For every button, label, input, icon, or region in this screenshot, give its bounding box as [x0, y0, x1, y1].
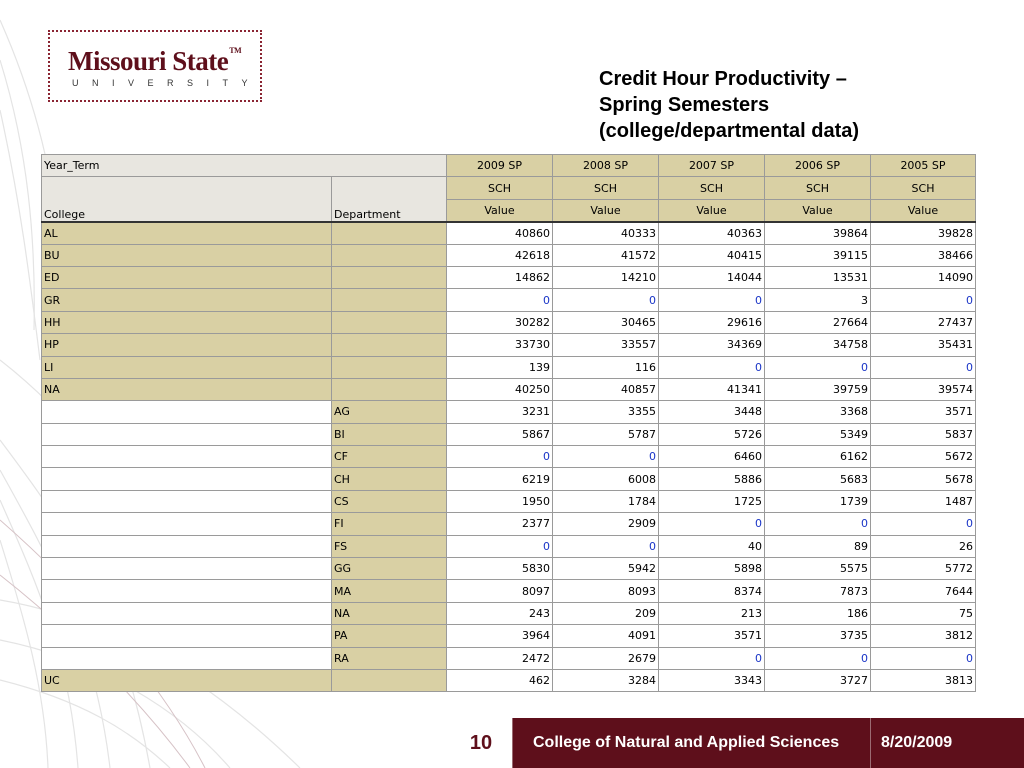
college-cell	[42, 558, 332, 580]
value-cell: 42618	[447, 244, 553, 266]
department-cell: FS	[332, 535, 447, 557]
value-cell: 39759	[765, 378, 871, 400]
table-row	[42, 490, 976, 512]
value-cell: 3571	[659, 625, 765, 647]
title-line-1: Credit Hour Productivity –	[599, 68, 847, 90]
value-cell: 6219	[447, 468, 553, 490]
value-cell: 40333	[553, 222, 659, 244]
value-cell: 3355	[553, 401, 659, 423]
department-cell: GG	[332, 558, 447, 580]
table-row	[42, 647, 976, 669]
value-cell: 27664	[765, 311, 871, 333]
value-cell: 243	[447, 602, 553, 624]
logo-trademark: TM	[229, 46, 242, 55]
value-cell: 0	[659, 647, 765, 669]
value-cell: 40	[659, 535, 765, 557]
value-cell: 0	[871, 647, 976, 669]
value-cell: 5867	[447, 423, 553, 445]
value-cell: 40857	[553, 378, 659, 400]
department-cell	[332, 669, 447, 691]
college-cell	[42, 401, 332, 423]
value-cell: 8093	[553, 580, 659, 602]
metric-header: SCH	[871, 177, 976, 199]
value-cell: 26	[871, 535, 976, 557]
value-cell: 5678	[871, 468, 976, 490]
value-cell: 0	[871, 289, 976, 311]
department-cell: PA	[332, 625, 447, 647]
college-cell	[42, 602, 332, 624]
value-cell: 5886	[659, 468, 765, 490]
year-term-header: Year_Term	[42, 155, 447, 177]
value-cell: 75	[871, 602, 976, 624]
value-cell: 3813	[871, 669, 976, 691]
value-cell: 35431	[871, 334, 976, 356]
value-cell: 40250	[447, 378, 553, 400]
logo-wordmark: Missouri State	[68, 46, 229, 76]
value-cell: 2377	[447, 513, 553, 535]
value-cell: 6460	[659, 446, 765, 468]
college-cell	[42, 490, 332, 512]
department-cell	[332, 356, 447, 378]
table-row	[42, 401, 976, 423]
value-cell: 0	[447, 535, 553, 557]
value-cell: 7873	[765, 580, 871, 602]
value-cell: 5672	[871, 446, 976, 468]
metric-header: SCH	[659, 177, 765, 199]
value-cell: 5683	[765, 468, 871, 490]
table-row	[42, 289, 976, 311]
college-cell: HP	[42, 334, 332, 356]
value-cell: 5575	[765, 558, 871, 580]
value-cell: 3368	[765, 401, 871, 423]
department-cell: AG	[332, 401, 447, 423]
value-cell: 3	[765, 289, 871, 311]
value-cell: 3231	[447, 401, 553, 423]
value-cell: 5942	[553, 558, 659, 580]
value-cell: 33730	[447, 334, 553, 356]
department-cell: CF	[332, 446, 447, 468]
value-cell: 3964	[447, 625, 553, 647]
value-cell: 2679	[553, 647, 659, 669]
department-cell: MA	[332, 580, 447, 602]
table-row	[42, 625, 976, 647]
value-cell: 0	[659, 513, 765, 535]
university-logo	[48, 30, 262, 102]
college-cell: NA	[42, 378, 332, 400]
term-header: 2007 SP	[659, 155, 765, 177]
value-cell: 89	[765, 535, 871, 557]
table-row	[42, 423, 976, 445]
value-cell: 5772	[871, 558, 976, 580]
value-header: Value	[871, 199, 976, 221]
department-cell: NA	[332, 602, 447, 624]
value-cell: 30282	[447, 311, 553, 333]
college-cell	[42, 468, 332, 490]
table-row	[42, 468, 976, 490]
table-body	[42, 222, 976, 692]
footer-bar	[512, 718, 1024, 768]
value-header: Value	[659, 199, 765, 221]
value-cell: 3343	[659, 669, 765, 691]
value-cell: 116	[553, 356, 659, 378]
value-cell: 30465	[553, 311, 659, 333]
college-cell: HH	[42, 311, 332, 333]
value-cell: 0	[553, 535, 659, 557]
metric-header: SCH	[765, 177, 871, 199]
value-cell: 3571	[871, 401, 976, 423]
college-cell: AL	[42, 222, 332, 244]
value-cell: 139	[447, 356, 553, 378]
value-cell: 0	[447, 289, 553, 311]
slide-title	[599, 66, 999, 144]
value-cell: 29616	[659, 311, 765, 333]
value-cell: 3448	[659, 401, 765, 423]
value-cell: 34369	[659, 334, 765, 356]
table-row	[42, 558, 976, 580]
department-cell: CS	[332, 490, 447, 512]
value-cell: 13531	[765, 266, 871, 288]
table-row	[42, 222, 976, 244]
value-cell: 14090	[871, 266, 976, 288]
value-cell: 186	[765, 602, 871, 624]
value-cell: 1725	[659, 490, 765, 512]
table-row	[42, 602, 976, 624]
table-row	[42, 580, 976, 602]
table-row	[42, 378, 976, 400]
value-cell: 5726	[659, 423, 765, 445]
department-cell	[332, 289, 447, 311]
department-cell	[332, 222, 447, 244]
value-cell: 14210	[553, 266, 659, 288]
department-cell: FI	[332, 513, 447, 535]
table-row	[42, 513, 976, 535]
college-cell: GR	[42, 289, 332, 311]
table-row	[42, 244, 976, 266]
value-cell: 5349	[765, 423, 871, 445]
department-cell: BI	[332, 423, 447, 445]
header-row-metric	[42, 177, 976, 199]
value-cell: 3812	[871, 625, 976, 647]
value-cell: 6008	[553, 468, 659, 490]
department-cell	[332, 244, 447, 266]
value-cell: 213	[659, 602, 765, 624]
logo-subtitle: UNIVERSITY	[72, 78, 262, 88]
value-cell: 6162	[765, 446, 871, 468]
college-cell	[42, 446, 332, 468]
value-cell: 0	[765, 647, 871, 669]
college-cell: UC	[42, 669, 332, 691]
value-cell: 39115	[765, 244, 871, 266]
term-header: 2008 SP	[553, 155, 659, 177]
value-cell: 2909	[553, 513, 659, 535]
credit-hour-table	[41, 154, 976, 692]
value-cell: 34758	[765, 334, 871, 356]
value-cell: 1739	[765, 490, 871, 512]
footer-college-name: College of Natural and Applied Sciences	[533, 734, 840, 751]
value-cell: 8097	[447, 580, 553, 602]
college-cell	[42, 513, 332, 535]
value-cell: 4091	[553, 625, 659, 647]
department-cell	[332, 266, 447, 288]
table-row	[42, 535, 976, 557]
value-cell: 0	[871, 356, 976, 378]
value-cell: 0	[765, 513, 871, 535]
value-cell: 3284	[553, 669, 659, 691]
college-cell: ED	[42, 266, 332, 288]
college-cell	[42, 647, 332, 669]
college-cell	[42, 580, 332, 602]
department-cell	[332, 311, 447, 333]
table-row	[42, 356, 976, 378]
college-header: College	[42, 177, 332, 222]
value-cell: 1487	[871, 490, 976, 512]
value-cell: 0	[765, 356, 871, 378]
table-row	[42, 311, 976, 333]
college-cell: LI	[42, 356, 332, 378]
header-row-terms	[42, 155, 976, 177]
value-cell: 0	[871, 513, 976, 535]
table-row	[42, 669, 976, 691]
value-header: Value	[765, 199, 871, 221]
value-cell: 1950	[447, 490, 553, 512]
value-cell: 41572	[553, 244, 659, 266]
value-cell: 14862	[447, 266, 553, 288]
college-cell	[42, 625, 332, 647]
value-cell: 41341	[659, 378, 765, 400]
term-header: 2006 SP	[765, 155, 871, 177]
value-cell: 27437	[871, 311, 976, 333]
value-cell: 8374	[659, 580, 765, 602]
table-row	[42, 266, 976, 288]
footer-date: 8/20/2009	[881, 734, 953, 751]
value-cell: 40860	[447, 222, 553, 244]
value-cell: 33557	[553, 334, 659, 356]
college-cell	[42, 535, 332, 557]
value-header: Value	[553, 199, 659, 221]
value-cell: 0	[659, 356, 765, 378]
page-number: 10	[469, 732, 493, 754]
metric-header: SCH	[553, 177, 659, 199]
value-cell: 0	[447, 446, 553, 468]
metric-header: SCH	[447, 177, 553, 199]
department-cell: RA	[332, 647, 447, 669]
department-header: Department	[332, 177, 447, 222]
term-header: 2005 SP	[871, 155, 976, 177]
college-cell: BU	[42, 244, 332, 266]
value-cell: 39864	[765, 222, 871, 244]
term-header: 2009 SP	[447, 155, 553, 177]
value-cell: 40363	[659, 222, 765, 244]
value-cell: 7644	[871, 580, 976, 602]
college-cell	[42, 423, 332, 445]
department-cell	[332, 334, 447, 356]
value-cell: 3735	[765, 625, 871, 647]
value-cell: 14044	[659, 266, 765, 288]
value-cell: 3727	[765, 669, 871, 691]
value-cell: 462	[447, 669, 553, 691]
value-cell: 40415	[659, 244, 765, 266]
table-row	[42, 334, 976, 356]
value-cell: 39574	[871, 378, 976, 400]
value-header: Value	[447, 199, 553, 221]
value-cell: 209	[553, 602, 659, 624]
title-line-3: (college/departmental data)	[599, 120, 860, 142]
value-cell: 0	[553, 446, 659, 468]
table-row	[42, 446, 976, 468]
value-cell: 0	[553, 289, 659, 311]
value-cell: 5898	[659, 558, 765, 580]
value-cell: 1784	[553, 490, 659, 512]
department-cell: CH	[332, 468, 447, 490]
value-cell: 5830	[447, 558, 553, 580]
department-cell	[332, 378, 447, 400]
value-cell: 38466	[871, 244, 976, 266]
value-cell: 5837	[871, 423, 976, 445]
value-cell: 2472	[447, 647, 553, 669]
value-cell: 0	[659, 289, 765, 311]
title-line-2: Spring Semesters	[599, 94, 770, 116]
value-cell: 39828	[871, 222, 976, 244]
value-cell: 5787	[553, 423, 659, 445]
